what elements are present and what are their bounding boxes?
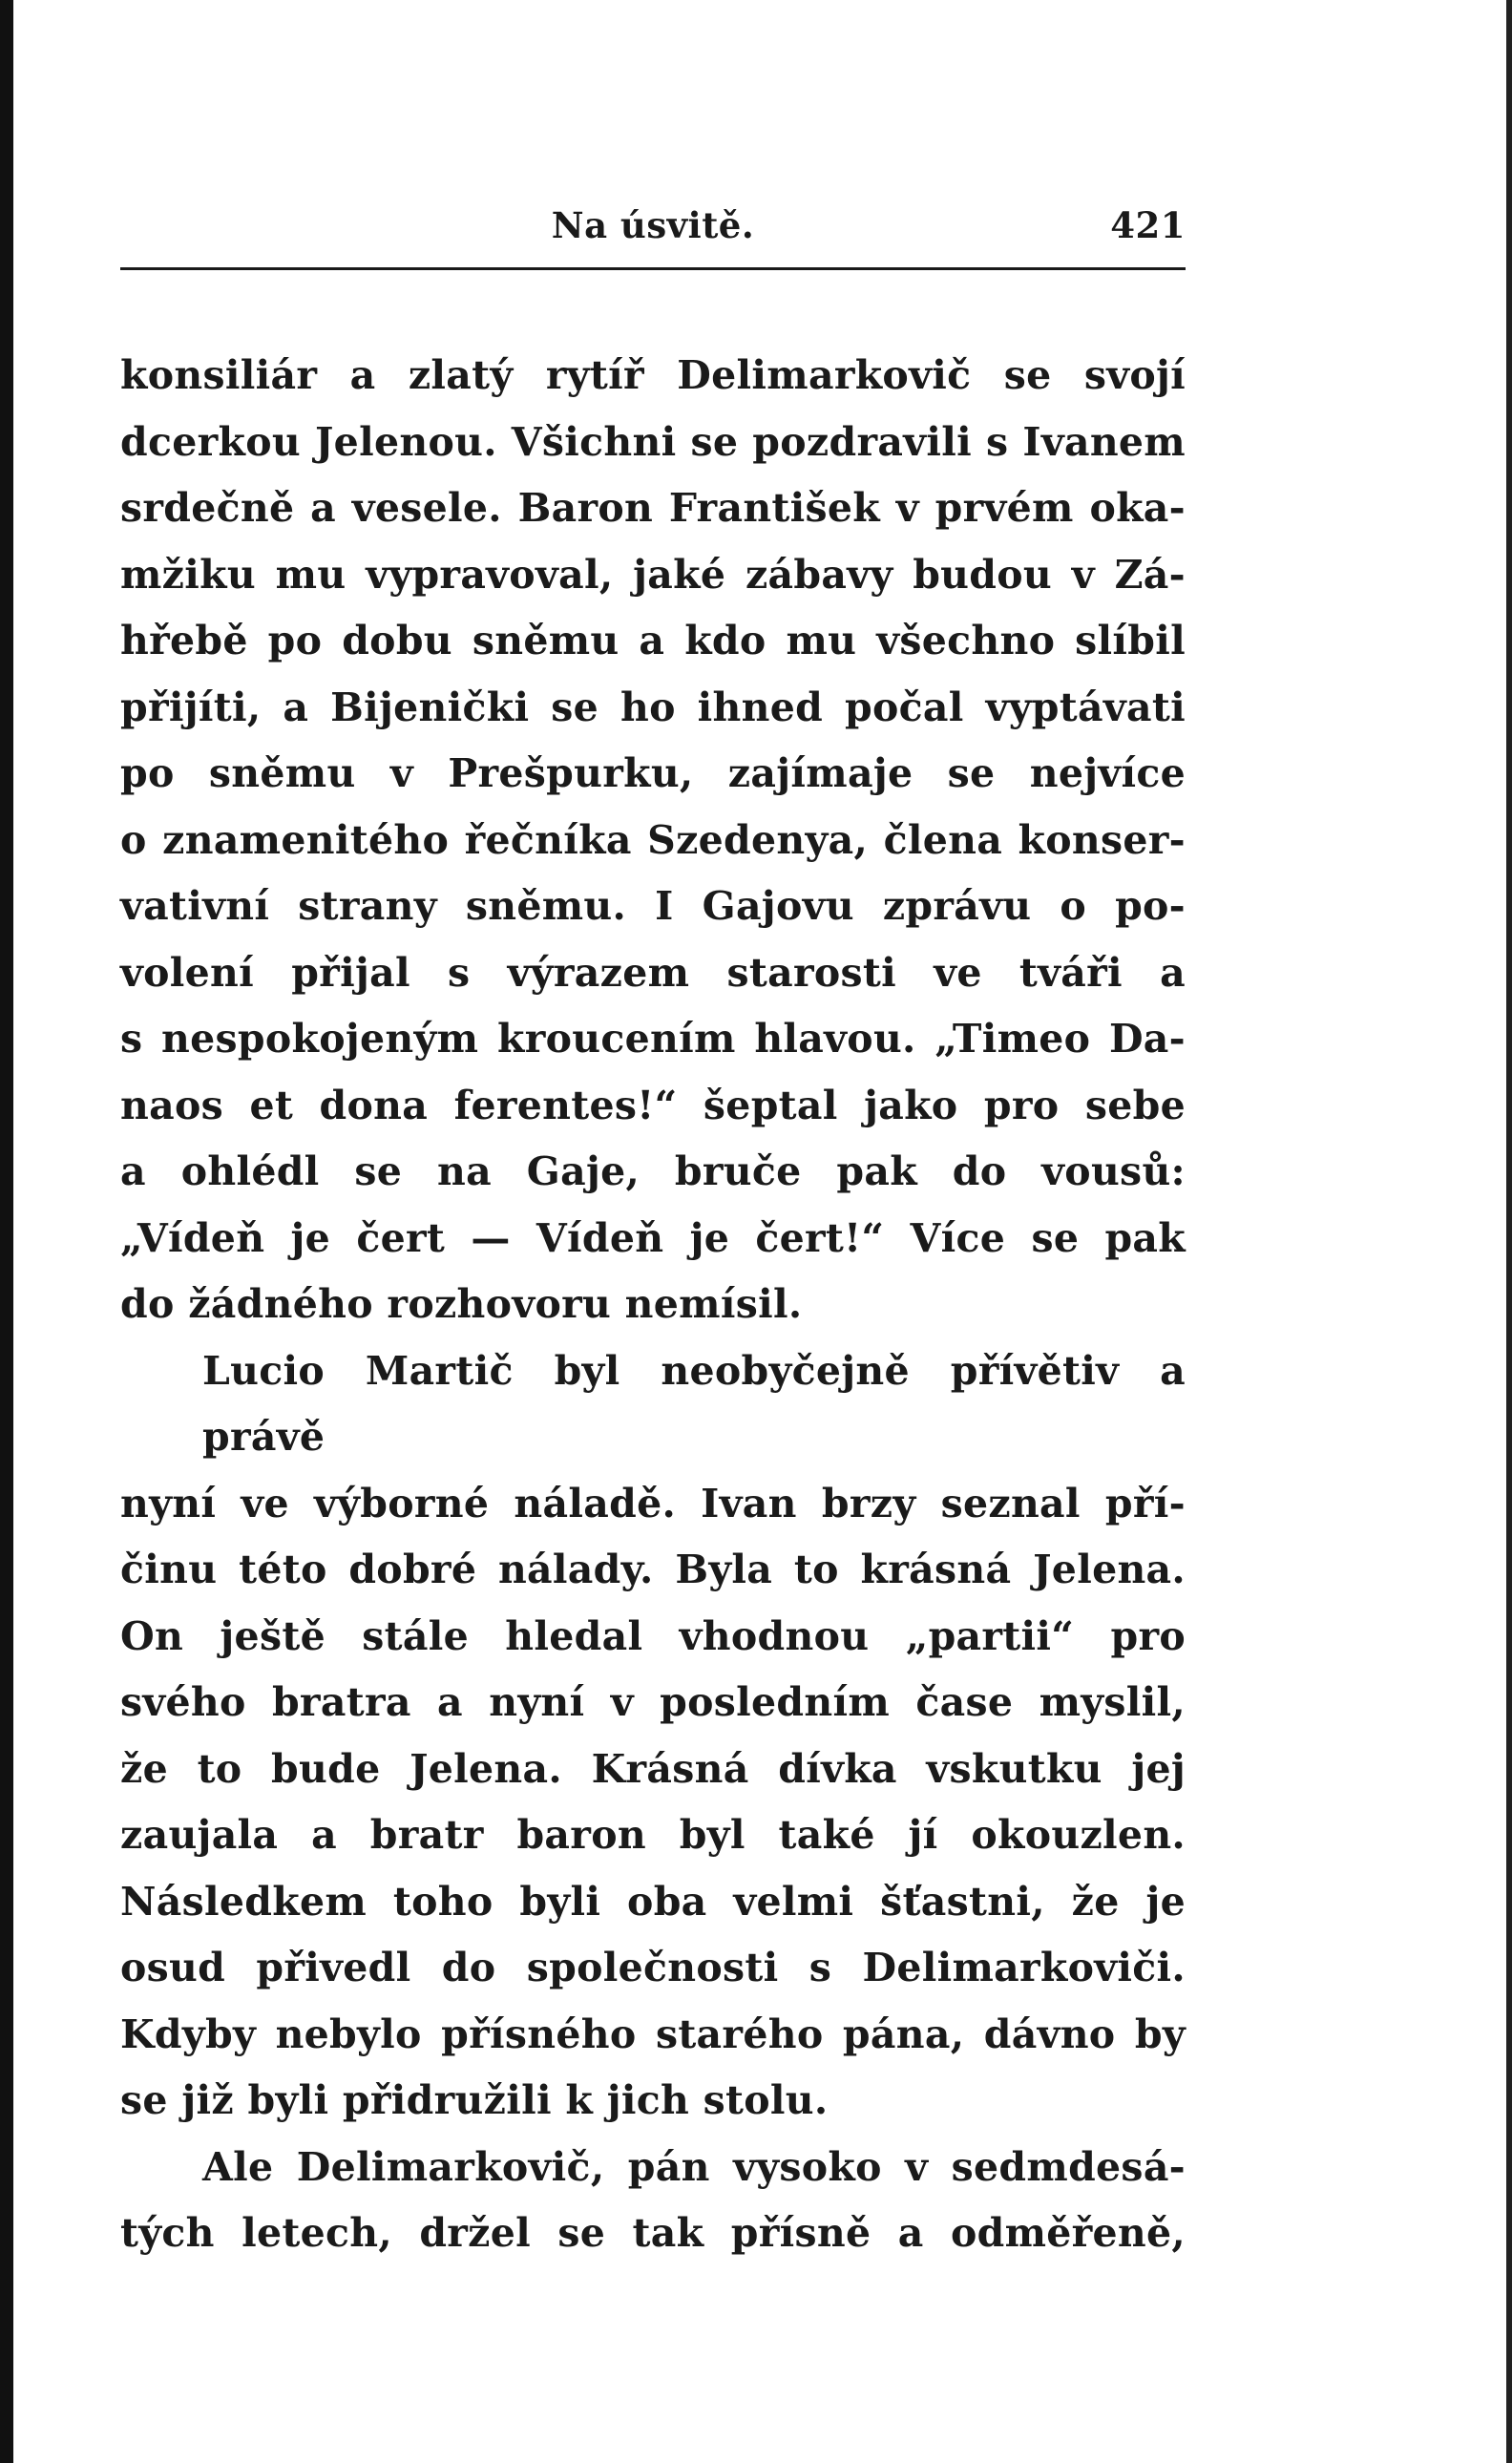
text-line: Následkem toho byli oba velmi šťastni, že je bbox=[120, 1878, 1186, 1925]
text-line: On ještě stále hledal vhodnou „partii“ pro bbox=[120, 1612, 1186, 1659]
text-line: Lucio Martič byl neobyčejně přívětiv a právě bbox=[202, 1347, 1186, 1460]
text-line: svého bratra a nyní v posledním čase myslil, bbox=[120, 1679, 1186, 1725]
text-line: s nespokojeným kroucením hlavou. „Timeo Da- bbox=[120, 1016, 1186, 1062]
text-line: naos et dona ferentes!“ šeptal jako pro sebe bbox=[120, 1082, 1186, 1128]
text-line: volení přijal s výrazem starosti ve tváři a bbox=[120, 949, 1186, 996]
book-page bbox=[120, 191, 1186, 2267]
page-number: 421 bbox=[1110, 204, 1186, 246]
text-line: do žádného rozhovoru nemísil. bbox=[120, 1281, 803, 1327]
text-line: dcerkou Jelenou. Všichni se pozdravili s Ivanem bbox=[120, 418, 1186, 465]
text-line: osud přivedl do společnosti s Delimarkoviči. bbox=[120, 1945, 1186, 1990]
text-line: tých letech, držel se tak přísně a odměřeně, bbox=[120, 2210, 1186, 2256]
text-line: „Vídeň je čert — Vídeň je čert!“ Více se pak bbox=[120, 1214, 1186, 1261]
scan-edge-left bbox=[0, 0, 13, 2463]
text-line: Kdyby nebylo přísného starého pána, dávno by bbox=[120, 2010, 1186, 2057]
header-rule bbox=[120, 267, 1186, 270]
text-line: o znamenitého řečníka Szedenya, člena konser- bbox=[120, 816, 1186, 863]
scan-edge-right bbox=[1506, 0, 1512, 2463]
text-line: Ale Delimarkovič, pán vysoko v sedmdesá- bbox=[202, 2143, 1186, 2190]
text-line: činu této dobré nálady. Byla to krásná Jelena. bbox=[120, 1547, 1186, 1592]
text-line: po sněmu v Prešpurku, zajímaje se nejvíce bbox=[120, 750, 1186, 796]
text-line: vativní strany sněmu. I Gajovu zprávu o po- bbox=[120, 883, 1186, 929]
running-title: Na úsvitě. bbox=[551, 204, 755, 246]
text-line: mžiku mu vypravoval, jaké zábavy budou v Zá- bbox=[120, 551, 1186, 598]
paragraph-1 bbox=[120, 343, 1186, 1338]
text-line: a ohlédl se na Gaje, bruče pak do vousů: bbox=[120, 1148, 1186, 1194]
paragraph-3 bbox=[120, 2135, 1186, 2267]
running-head bbox=[120, 191, 1186, 248]
text-line: hřebě po dobu sněmu a kdo mu všechno slíbil bbox=[120, 618, 1186, 663]
text-line: se již byli přidružili k jich stolu. bbox=[120, 2077, 829, 2123]
text-line: přijíti, a Bijenički se ho ihned počal vyptávati bbox=[120, 684, 1186, 730]
text-line: nyní ve výborné náladě. Ivan brzy seznal pří- bbox=[120, 1480, 1186, 1526]
text-line: zaujala a bratr baron byl také jí okouzlen. bbox=[120, 1812, 1186, 1858]
paragraph-2 bbox=[120, 1338, 1186, 2135]
text-line: srdečně a vesele. Baron František v prvém oka- bbox=[120, 485, 1186, 531]
text-line: konsiliár a zlatý rytíř Delimarkovič se svojí bbox=[120, 352, 1186, 398]
text-line: že to bude Jelena. Krásná dívka vskutku jej bbox=[120, 1745, 1186, 1792]
